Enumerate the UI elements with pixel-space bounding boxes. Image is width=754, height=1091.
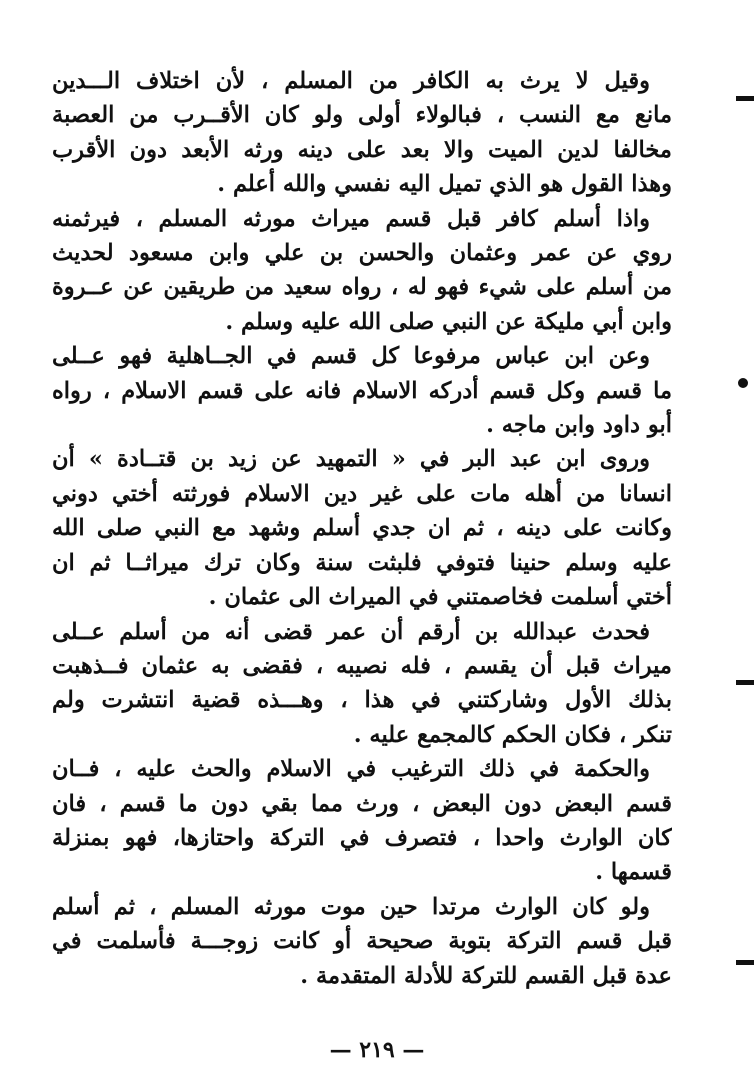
paragraph-1 [52, 64, 672, 202]
text-line: وكانت على دينه ، ثم ان جدي أسلم وشهد مع النبي صلى الله [52, 515, 672, 542]
text-line: وابن أبي مليكة عن النبي صلى الله عليه وسلم . [225, 308, 672, 335]
paragraph-3 [52, 339, 672, 442]
paragraph-2 [52, 202, 672, 340]
edge-mark [738, 378, 748, 388]
text-line: مخالفا لدين الميت والا بعد على دينه ورثه الأبعد دون الأقرب [52, 136, 672, 163]
text-line: عدة قبل القسم للتركة للأدلة المتقدمة . [300, 962, 672, 989]
text-line: واذا أسلم كافر قبل قسم ميراث مورثه المسلم ، فيرثمنه [52, 205, 651, 232]
text-line: وروى ابن عبد البر في « التمهيد عن زيد بن قتــادة » أن [52, 446, 650, 473]
edge-mark [736, 680, 754, 685]
text-line: ولو كان الوارث مرتدا حين موت مورثه المسلم ، ثم أسلم [52, 893, 650, 920]
edge-mark [736, 96, 754, 101]
text-line: وهذا القول هو الذي تميل اليه نفسي والله أعلم . [217, 171, 672, 198]
text-line: قسم البعض دون البعض ، ورث مما بقي دون ما قسم ، فان [52, 790, 672, 817]
page-number: — ٢١٩ — [329, 1037, 425, 1063]
text-line: روي عن عمر وعثمان والحسن بن علي وابن مسعود لحديث [52, 240, 672, 267]
paragraph-4 [52, 442, 672, 614]
paragraph-6 [52, 752, 672, 890]
text-line: وقيل لا يرث به الكافر من المسلم ، لأن اختلاف الـــدين [52, 68, 650, 94]
paragraph-7 [52, 890, 672, 993]
text-line: تنكر ، فكان الحكم كالمجمع عليه . [353, 721, 672, 748]
text-line: عليه وسلم حنينا فتوفي فلبثت سنة وكان ترك ميراثــا ثم ان [52, 549, 672, 576]
text-line: بذلك الأول وشاركتني في هذا ، وهـــذه قضية انتشرت ولم [52, 687, 672, 714]
text-line: مانع مع النسب ، فبالولاء أولى ولو كان الأقــرب من العصبة [52, 102, 672, 129]
text-line: وعن ابن عباس مرفوعا كل قسم في الجــاهلية فهو عــلى [52, 343, 650, 370]
edge-mark [736, 960, 754, 965]
text-line: فحدث عبدالله بن أرقم أن عمر قضى أنه من أسلم عــلى [52, 618, 650, 645]
text-line: أختي أسلمت فخاصمتني في الميراث الى عثمان . [208, 584, 672, 611]
book-page [52, 64, 672, 1084]
text-line: من أسلم على شيء فهو له ، رواه سعيد من طريقين عن عــروة [52, 274, 672, 301]
text-line: انسانا من أهله مات على غير دين الاسلام فورثته أختي دوني [52, 480, 672, 507]
text-line: أبو داود وابن ماجه . [486, 412, 672, 439]
text-line: ميراث قبل أن يقسم ، فله نصيبه ، فقضى به عثمان فــذهبت [52, 652, 672, 679]
text-line: كان الوارث واحدا ، فتصرف في التركة واحتازها، فهو بمنزلة [52, 824, 672, 851]
text-line: قسمها . [595, 859, 672, 886]
text-line: ما قسم وكل قسم أدركه الاسلام فانه على قسم الاسلام ، رواه [52, 377, 672, 404]
paragraph-5 [52, 615, 672, 753]
text-line: والحكمة في ذلك الترغيب في الاسلام والحث عليه ، فــان [52, 756, 650, 783]
text-line: قبل قسم التركة بتوبة صحيحة أو كانت زوجـــة فأسلمت في [52, 928, 672, 955]
